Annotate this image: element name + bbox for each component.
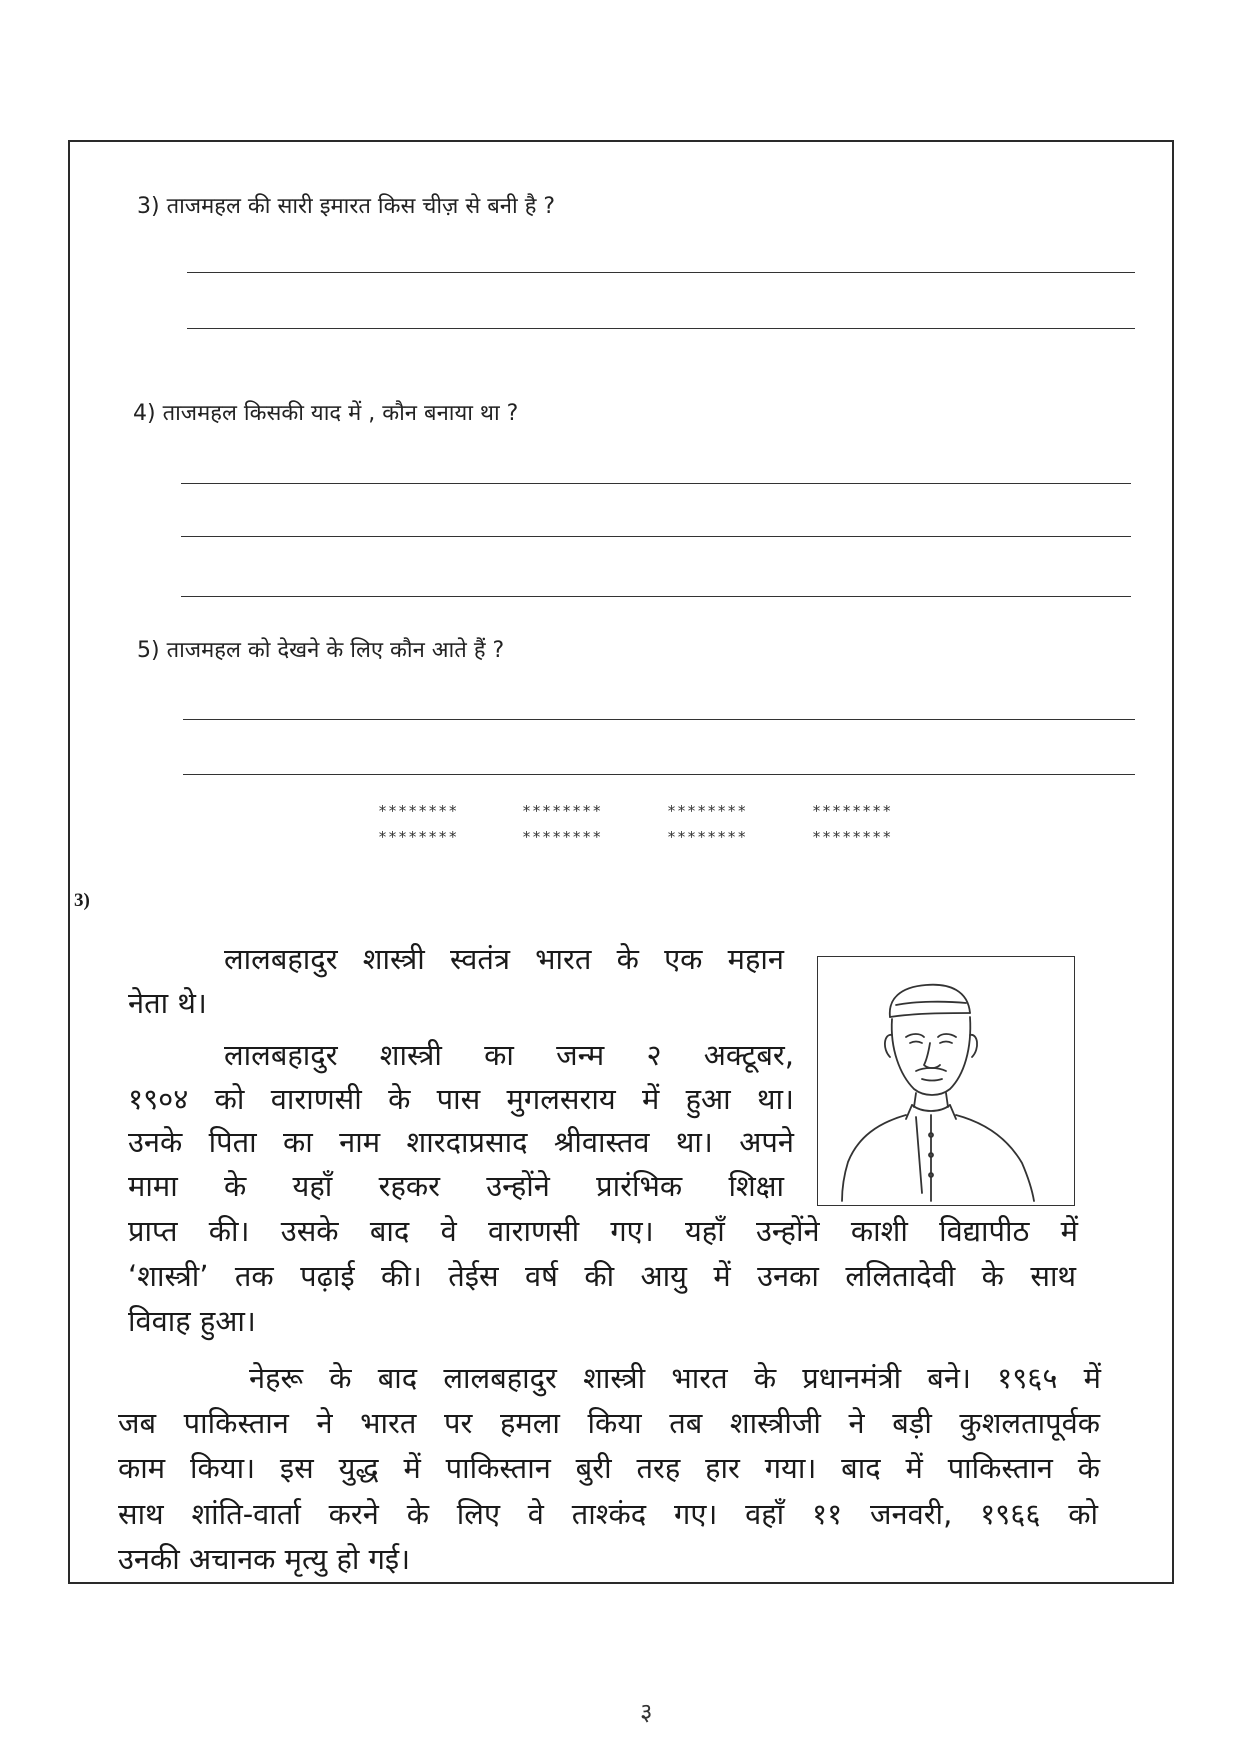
separator-stars: ********: [522, 802, 603, 820]
page-number: ३: [640, 1698, 653, 1726]
answer-line[interactable]: [181, 596, 1131, 597]
passage-line: नेता थे।: [128, 986, 207, 1020]
separator-stars: ********: [812, 802, 893, 820]
separator-stars: ********: [667, 802, 748, 820]
passage-line: प्राप्त की। उसके बाद वे वाराणसी गए। यहाँ उन्होंने काशी विद्यापीठ में: [128, 1214, 1078, 1248]
passage-line: विवाह हुआ।: [128, 1304, 256, 1338]
passage-line: काम किया। इस युद्ध में पाकिस्तान बुरी तरह हार गया। बाद में पाकिस्तान के: [118, 1451, 1100, 1485]
passage-line: जब पाकिस्तान ने भारत पर हमला किया तब शास्त्रीजी ने बड़ी कुशलतापूर्वक: [118, 1406, 1100, 1440]
answer-line[interactable]: [187, 272, 1135, 273]
question-3: 3) ताजमहल की सारी इमारत किस चीज़ से बनी है ?: [137, 194, 556, 219]
passage-line: उनके पिता का नाम शारदाप्रसाद श्रीवास्तव था। अपने: [128, 1125, 794, 1159]
passage-line: साथ शांति-वार्ता करने के लिए वे ताश्कंद गए। वहाँ ११ जनवरी, १९६६ को: [118, 1497, 1098, 1531]
separator-stars: ********: [522, 828, 603, 846]
passage-line: उनकी अचानक मृत्यु हो गई।: [118, 1542, 411, 1576]
question-5: 5) ताजमहल को देखने के लिए कौन आते हैं ?: [137, 638, 505, 663]
separator-stars: ********: [667, 828, 748, 846]
section-number: 3): [74, 890, 90, 911]
answer-line[interactable]: [181, 483, 1131, 484]
separator-stars: ********: [378, 828, 459, 846]
answer-line[interactable]: [183, 774, 1135, 775]
answer-line[interactable]: [187, 328, 1135, 329]
passage-line: ‘शास्त्री’ तक पढ़ाई की। तेईस वर्ष की आयु में उनका ललितादेवी के साथ: [128, 1259, 1076, 1293]
passage-line: नेहरू के बाद लालबहादुर शास्त्री भारत के प्रधानमंत्री बने। १९६५ में: [249, 1361, 1101, 1395]
answer-line[interactable]: [181, 536, 1131, 537]
passage-line: लालबहादुर शास्त्री स्वतंत्र भारत के एक महान: [224, 942, 784, 976]
passage-line: लालबहादुर शास्त्री का जन्म २ अक्टूबर,: [224, 1038, 794, 1072]
passage-line: १९०४ को वाराणसी के पास मुगलसराय में हुआ था।: [128, 1082, 794, 1116]
separator-stars: ********: [378, 802, 459, 820]
answer-line[interactable]: [183, 719, 1135, 720]
separator-stars: ********: [812, 828, 893, 846]
question-4: 4) ताजमहल किसकी याद में , कौन बनाया था ?: [133, 401, 519, 426]
portrait-sketch-icon: [818, 957, 1072, 1203]
passage-line: मामा के यहाँ रहकर उन्होंने प्रारंभिक शिक्षा: [128, 1169, 784, 1203]
portrait-image: [817, 956, 1075, 1206]
